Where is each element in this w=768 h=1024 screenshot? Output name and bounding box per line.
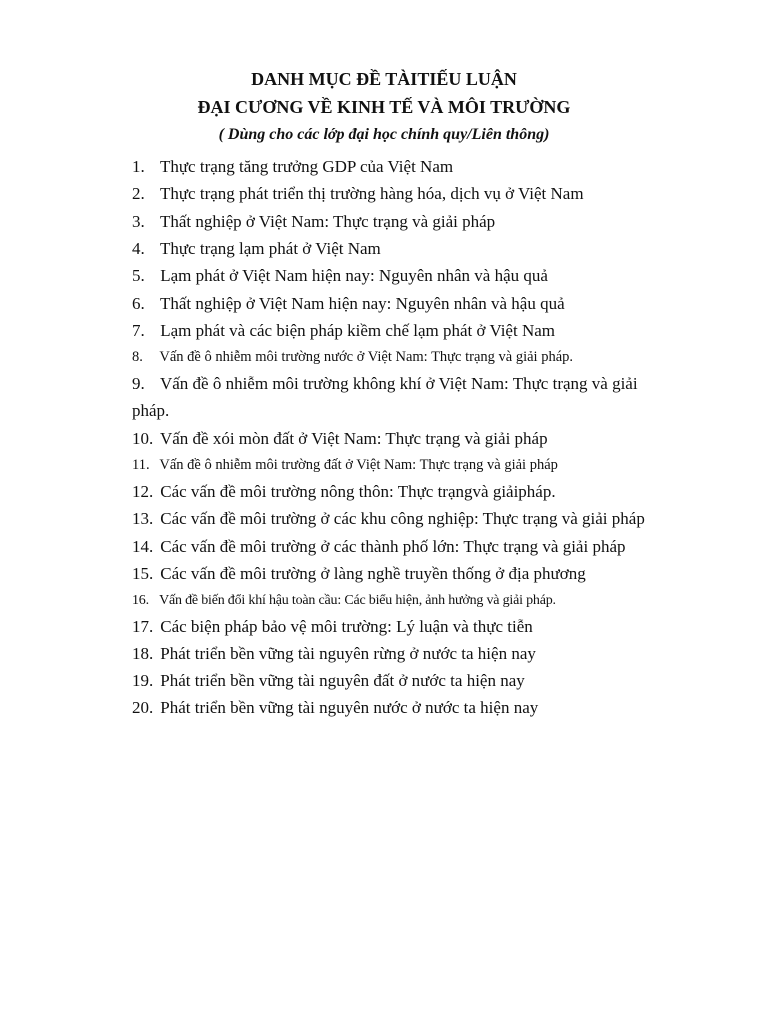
item-text: Các vấn đề môi trường ở các khu công nghiệp: Thực trạng và giải pháp	[160, 509, 645, 528]
item-text: Vấn đề ô nhiễm môi trường không khí ở Việt Nam: Thực trạng và giải pháp.	[132, 374, 638, 420]
item-text: Vấn đề ô nhiễm môi trường nước ở Việt Nam: Thực trạng và giải pháp.	[159, 349, 574, 365]
document-subtitle: ( Dùng cho các lớp đại học chính quy/Liên thông)	[218, 126, 550, 143]
item-number: 13.	[132, 509, 154, 528]
item-text: Lạm phát ở Việt Nam hiện nay: Nguyên nhân và hậu quả	[160, 266, 548, 285]
list-item	[132, 452, 692, 479]
item-number: 10.	[132, 429, 154, 448]
item-text: Phát triển bền vững tài nguyên rừng ở nước ta hiện nay	[160, 644, 536, 663]
item-text: Thực trạng lạm phát ở Việt Nam	[159, 239, 381, 258]
list-item	[132, 640, 692, 667]
item-text: Phát triển bền vững tài nguyên đất ở nước ta hiện nay	[160, 671, 525, 690]
list-item	[132, 290, 692, 317]
list-item	[132, 505, 692, 532]
item-text: Các vấn đề môi trường ở làng nghề truyền thống ở địa phương	[160, 564, 586, 583]
list-item	[132, 262, 692, 289]
item-number: 8.	[132, 349, 143, 365]
document-title-line1: DANH MỤC ĐỀ TÀITIẾU LUẬN	[251, 69, 517, 89]
item-text: Các vấn đề môi trường nông thôn: Thực trạngvà giảipháp.	[160, 482, 556, 501]
item-text: Thất nghiệp ở Việt Nam: Thực trạng và giải pháp	[159, 212, 496, 231]
list-item	[132, 317, 692, 344]
item-text: Vấn đề ô nhiễm môi trường đất ở Việt Nam: Thực trạng và giải pháp	[159, 457, 558, 473]
item-text: Thất nghiệp ở Việt Nam hiện nay: Nguyên nhân và hậu quả	[159, 294, 565, 313]
list-item	[132, 478, 692, 505]
item-number: 1.	[132, 157, 145, 176]
item-number: 2.	[132, 184, 145, 203]
item-number: 17.	[132, 617, 154, 636]
list-item	[132, 587, 692, 614]
list-item	[132, 560, 692, 587]
item-number: 12.	[132, 482, 154, 501]
item-number: 4.	[132, 239, 145, 258]
list-item	[132, 208, 692, 235]
item-number: 7.	[132, 321, 145, 340]
list-item	[132, 235, 692, 262]
item-number: 18.	[132, 644, 154, 663]
item-text: Lạm phát và các biện pháp kiềm chế lạm phát ở Việt Nam	[160, 321, 555, 340]
item-text: Vấn đề xói mòn đất ở Việt Nam: Thực trạng và giải pháp	[159, 429, 548, 448]
item-text: Phát triển bền vững tài nguyên nước ở nước ta hiện nay	[160, 698, 539, 717]
document-title-line2: ĐẠI CƯƠNG VỀ KINH TẾ VÀ MÔI TRƯỜNG	[197, 97, 571, 117]
item-number: 6.	[132, 294, 145, 313]
list-item	[132, 667, 692, 694]
item-number: 15.	[132, 564, 154, 583]
item-text: Thực trạng phát triển thị trường hàng hóa, dịch vụ ở Việt Nam	[159, 184, 584, 203]
item-number: 16.	[132, 593, 149, 608]
item-text: Thực trạng tăng trưởng GDP của Việt Nam	[159, 157, 454, 176]
item-number: 14.	[132, 537, 154, 556]
item-number: 20.	[132, 698, 154, 717]
item-number: 11.	[132, 457, 150, 473]
list-item	[132, 180, 692, 207]
list-item	[132, 613, 692, 640]
item-number: 3.	[132, 212, 145, 231]
item-text: Vấn đề biến đổi khí hậu toàn cầu: Các biểu hiện, ảnh hưởng và giải pháp.	[159, 593, 556, 608]
item-text: Các vấn đề môi trường ở các thành phố lớn: Thực trạng và giải pháp	[160, 537, 626, 556]
list-item	[132, 370, 677, 424]
list-item	[132, 694, 692, 721]
item-number: 19.	[132, 671, 154, 690]
list-item	[132, 153, 692, 180]
list-item	[132, 344, 692, 371]
list-item	[132, 533, 692, 560]
list-item	[132, 425, 692, 452]
item-number: 5.	[132, 266, 145, 285]
item-text: Các biện pháp bảo vệ môi trường: Lý luận và thực tiễn	[160, 617, 533, 636]
item-number: 9.	[132, 374, 145, 393]
